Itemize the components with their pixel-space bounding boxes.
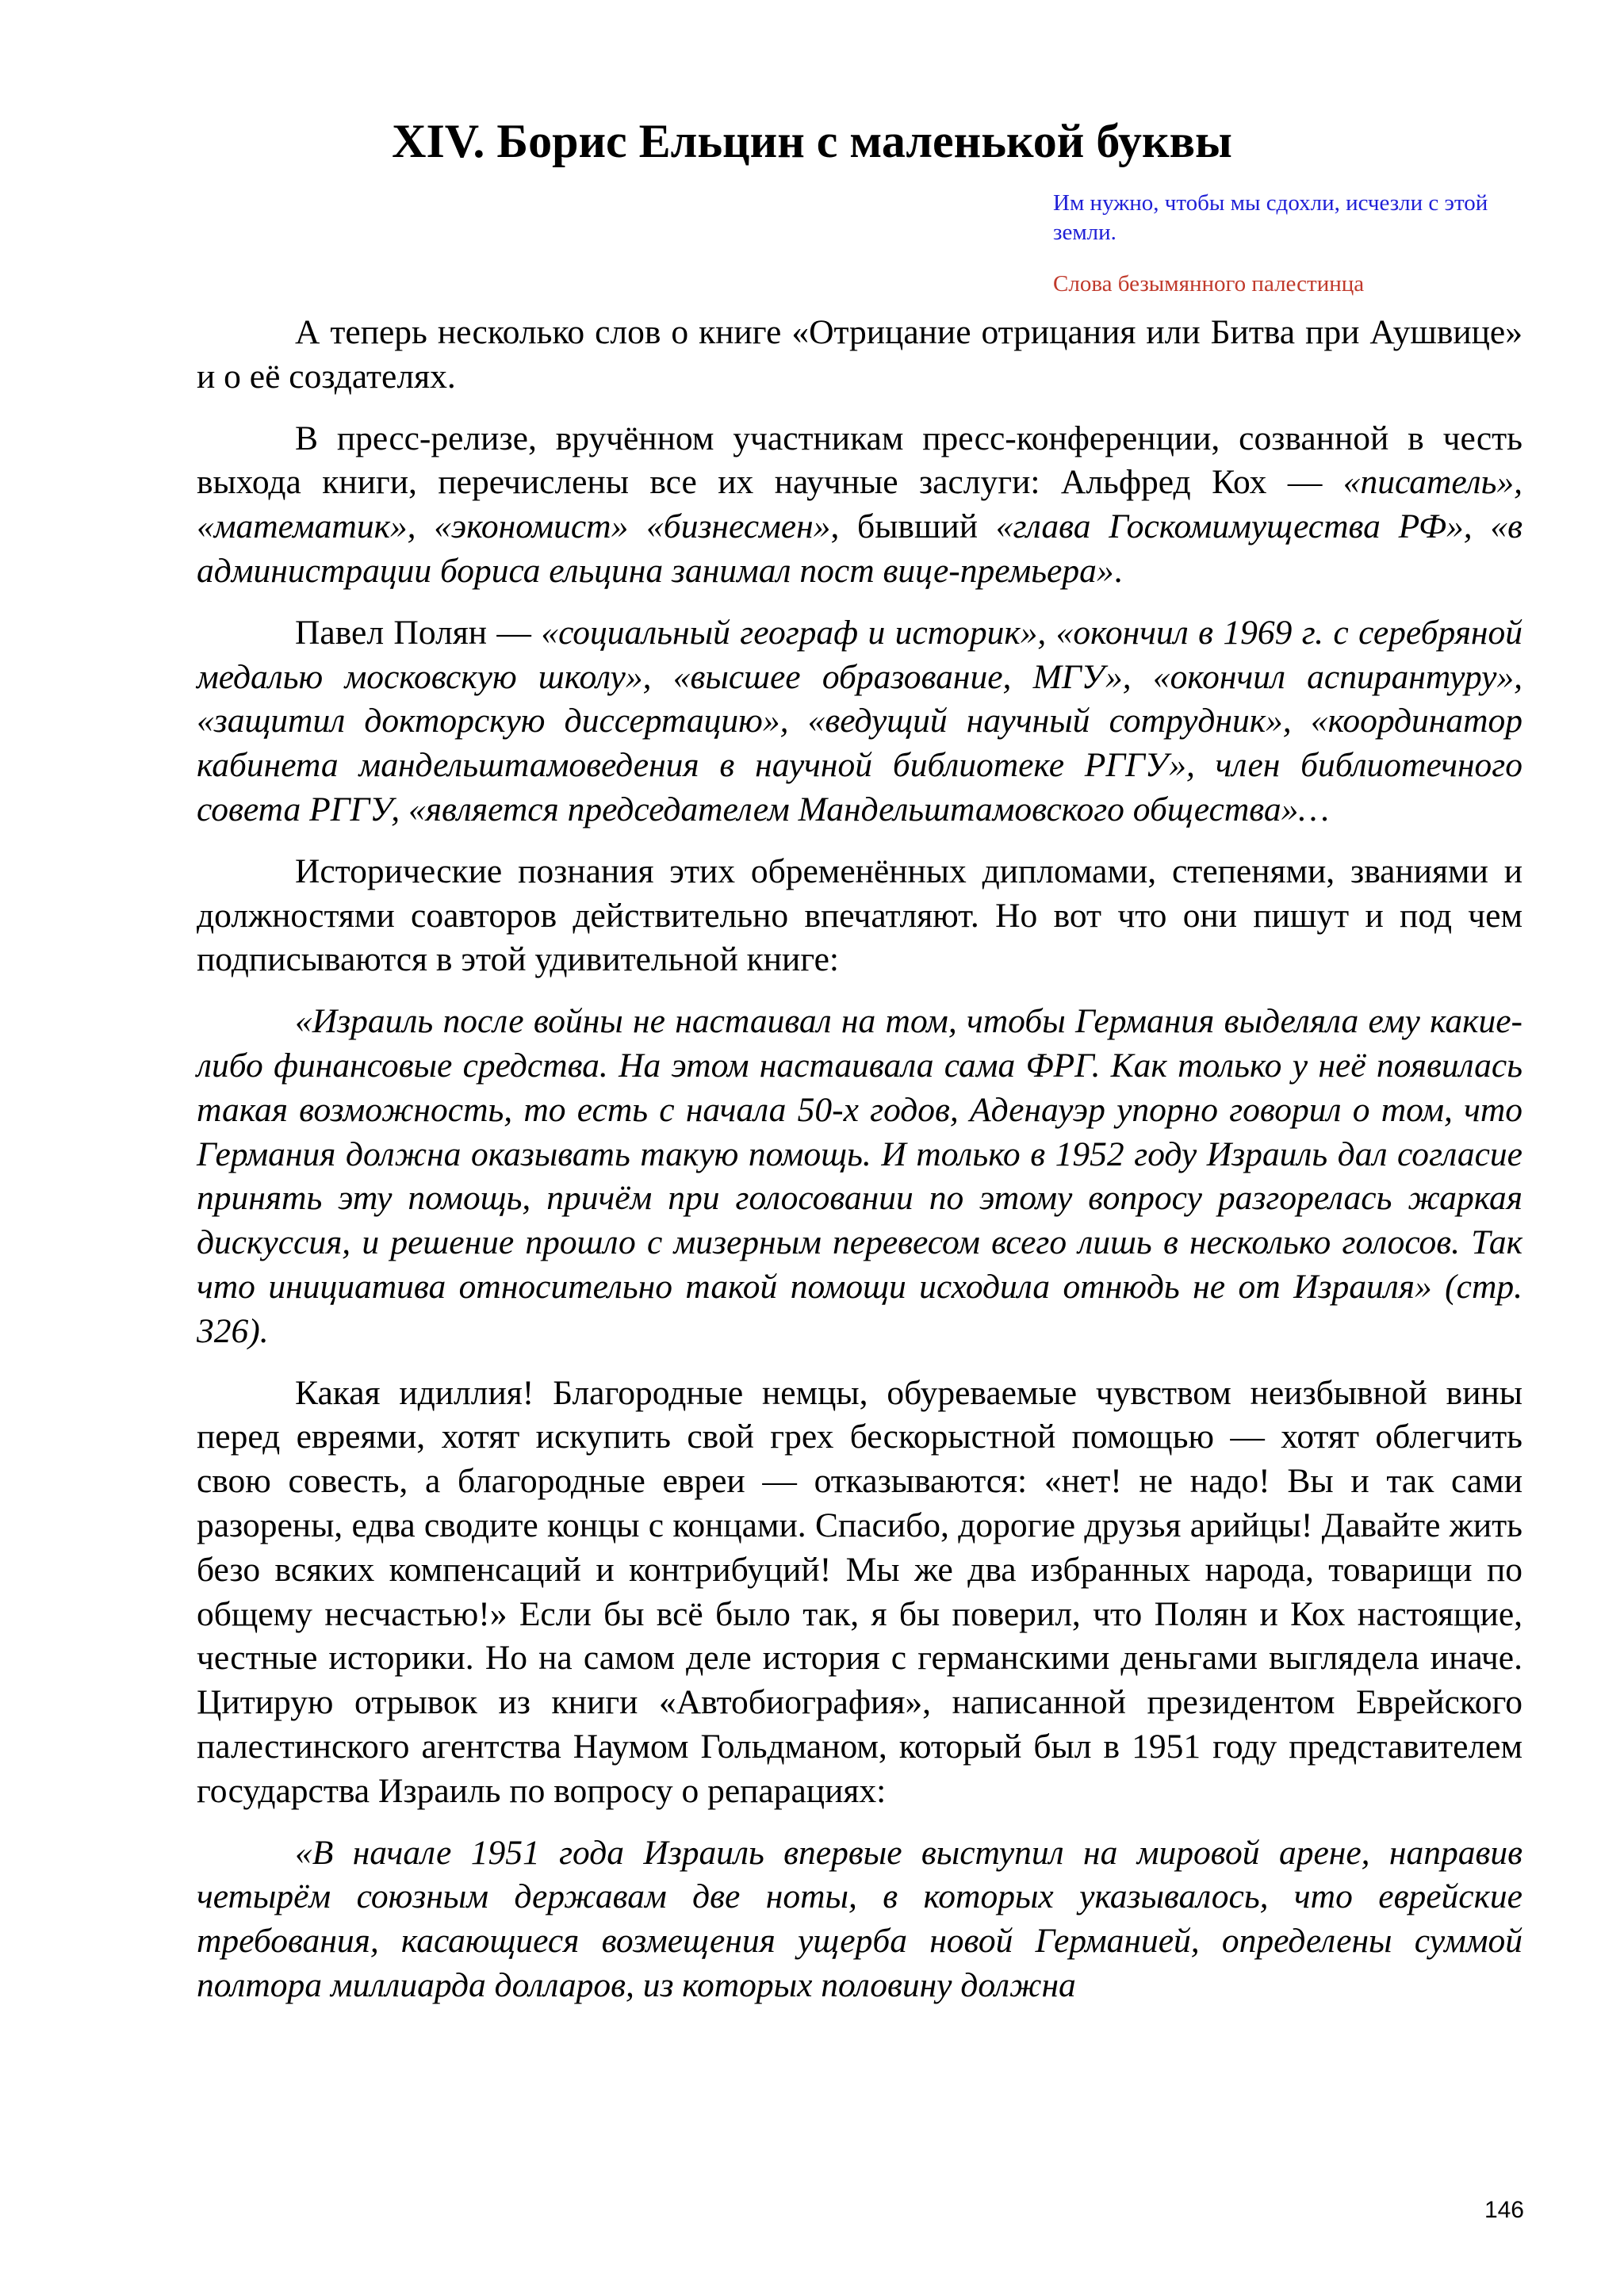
paragraph-2-text-b: , бывший	[830, 507, 996, 546]
paragraph-2-text-a: В пресс-релизе, вручённом участникам пресс-конференции, созванной в честь выхода книги, перечислены все их научные заслуги: Альфред Кох —	[197, 419, 1522, 502]
paragraph-3-quote-b: «является председателем Мандельштамовского общества»…	[408, 790, 1329, 828]
paragraph-3-text-a: Павел Полян —	[295, 613, 542, 652]
paragraph-2-quote-a: «писатель», «математик», «экономист» «бизнесмен»	[197, 463, 1522, 546]
paragraph-7-quote: «В начале 1951 года Израиль впервые выступил на мировой арене, направив четырём союзным державам две ноты, в которых указывалось, что еврейские требования, касающиеся возмещения ущерба новой Германией, определены суммой полтора миллиарда долларов, из которых половину должна	[197, 1833, 1522, 2004]
paragraph-5-quote: «Израиль после войны не настаивал на том, чтобы Германия выделяла ему какие-либо финансовые средства. На этом настаивала сама ФРГ. Как только у неё появилась такая возможность, то есть с начала 50-х годов, Аденауэр упорно говорил о том, что Германия должна оказывать такую помощь. И только в 1952 году Израиль дал согласие принять эту помощь, причём при голосовании по этому вопросу разгорелась жаркая дискуссия, и решение прошло с мизерным перевесом всего лишь в несколько голосов. Так что инициатива относительно такой помощи исходила отнюдь не от Израиля» (стр. 326).	[197, 1002, 1522, 1350]
paragraph-3-quote-a: «социальный географ и историк», «окончил в 1969 г. с серебряной медалью московскую школу», «высшее образование, МГУ», «окончил аспирантуру», «защитил докторскую диссертацию», «ведущий научный сотрудник», «координатор кабинета мандельштамоведения в научной библиотеке РГГУ»,	[197, 613, 1523, 785]
paragraph-3	[197, 611, 1522, 832]
chapter-title: XIV. Борис Ельцин с маленькой буквы	[392, 115, 1232, 167]
paragraph-2-text-c: .	[1113, 551, 1123, 590]
paragraph-4: Исторические познания этих обременённых дипломами, степенями, званиями и должностями соавторов действительно впечатляют. Но вот что они пишут и под чем подписываются в этой удивительной книге:	[197, 851, 1522, 979]
epigraph	[1053, 189, 1526, 299]
paragraph-3-text-b: член библиотечного совета РГГУ,	[197, 746, 1523, 828]
epigraph-author: Слова безымянного палестинца	[1053, 271, 1365, 297]
epigraph-quote: Им нужно, чтобы мы сдохли, исчезли с этой земли.	[1053, 190, 1488, 245]
paragraph-2-quote-b: «глава Госкомимущества РФ», «в администрации бориса ельцина занимал пост вице-премьера»	[197, 507, 1522, 590]
page-number: 146	[1484, 2197, 1524, 2223]
paragraph-6: Какая идиллия! Благородные немцы, обуреваемые чувством неизбывной вины перед евреями, хотят искупить свой грех бескорыстной помощью — хотят облегчить свою совесть, а благородные евреи — отказываются: «нет! не надо! Вы и так сами разорены, едва сводите концы с концами. Спасибо, дорогие друзья арийцы! Давайте жить безо всяких компенсаций и контрибуций! Мы же два избранных народа, товарищи по общему несчастью!» Если бы всё было так, я бы поверил, что Полян и Кох настоящие, честные историки. Но на самом деле история с германскими деньгами выглядела иначе. Цитирую отрывок из книги «Автобиография», написанной президентом Еврейского палестинского агентства Наумом Гольдманом, который был в 1951 году представителем государства Израиль по вопросу о репарациях:	[197, 1373, 1522, 1810]
paragraph-2	[197, 417, 1522, 594]
body-text	[197, 311, 1522, 2008]
paragraph-1: А теперь несколько слов о книге «Отрицание отрицания или Битва при Аушвице» и о её создателях.	[197, 313, 1522, 396]
